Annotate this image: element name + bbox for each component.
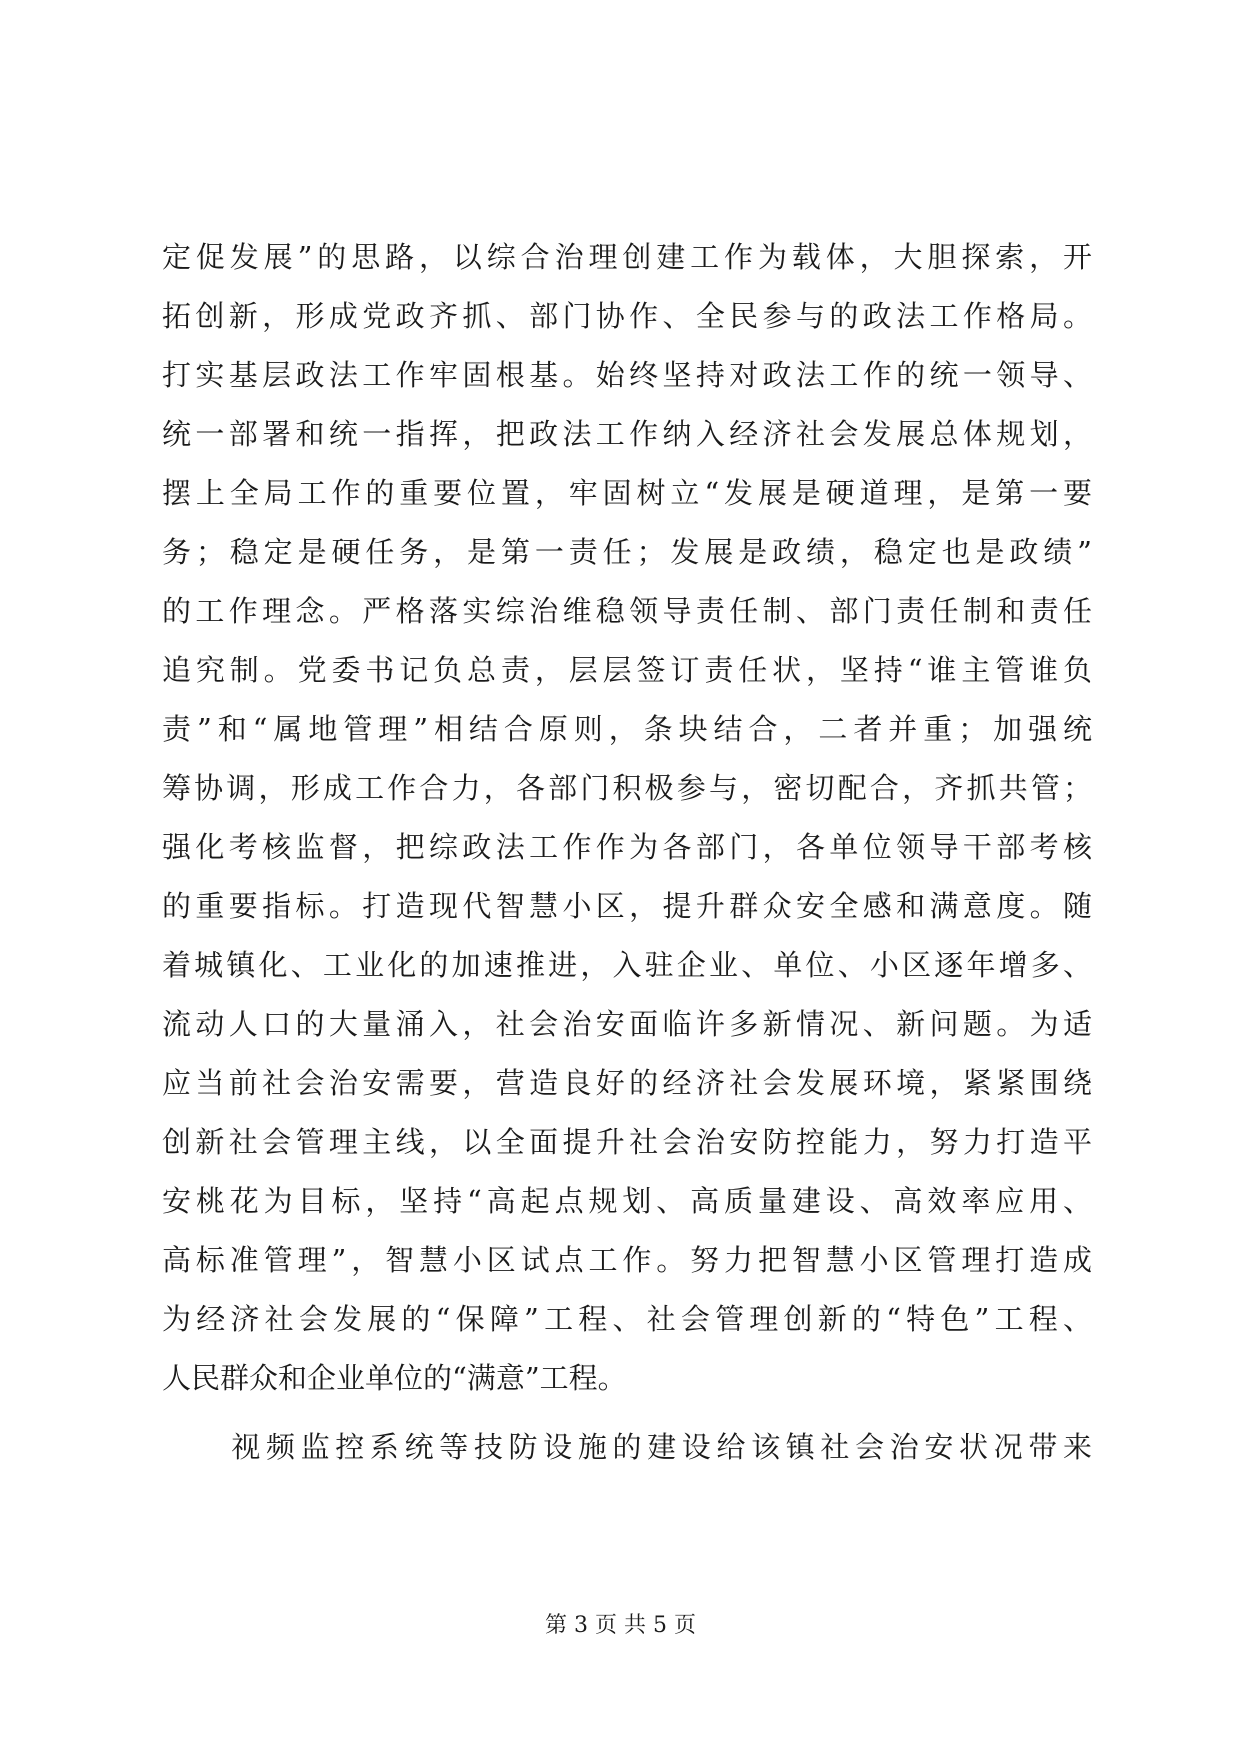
text-line: 责”和“属地管理”相结合原则，条块结合，二者并重；加强统 [162,712,1092,746]
text-line: 着城镇化、工业化的加速推进，入驻企业、单位、小区逐年增多、 [162,948,1092,982]
text-line: 摆上全局工作的重要位置，牢固树立“发展是硬道理，是第一要 [162,476,1092,510]
text-line: 追究制。党委书记负总责，层层签订责任状，坚持“谁主管谁负 [162,653,1092,687]
body-text [162,228,1092,1477]
text-line: 筹协调，形成工作合力，各部门积极参与，密切配合，齐抓共管； [162,771,1092,805]
paragraph-1 [162,228,1092,1408]
paragraph-2 [162,1418,1092,1477]
text-line: 定促发展”的思路，以综合治理创建工作为载体，大胆探索，开 [162,240,1092,274]
text-line: 视频监控系统等技防设施的建设给该镇社会治安状况带来 [162,1430,1092,1464]
text-line: 的工作理念。严格落实综治维稳领导责任制、部门责任制和责任 [162,594,1092,628]
text-line: 的重要指标。打造现代智慧小区，提升群众安全感和满意度。随 [162,889,1092,923]
text-line: 强化考核监督，把综政法工作作为各部门，各单位领导干部考核 [162,830,1092,864]
text-line: 打实基层政法工作牢固根基。始终坚持对政法工作的统一领导、 [162,358,1092,392]
text-line: 统一部署和统一指挥，把政法工作纳入经济社会发展总体规划， [162,417,1092,451]
text-line: 人民群众和企业单位的“满意”工程。 [162,1361,627,1395]
page-footer [0,1612,1241,1640]
paragraph-gap [162,1408,1092,1418]
text-line: 高标准管理”，智慧小区试点工作。努力把智慧小区管理打造成 [162,1243,1092,1277]
text-line: 创新社会管理主线，以全面提升社会治安防控能力，努力打造平 [162,1125,1092,1159]
text-line: 务；稳定是硬任务，是第一责任；发展是政绩，稳定也是政绩” [162,535,1092,569]
text-line: 为经济社会发展的“保障”工程、社会管理创新的“特色”工程、 [162,1302,1092,1336]
text-line: 流动人口的大量涌入，社会治安面临许多新情况、新问题。为适 [162,1007,1092,1041]
text-line: 拓创新，形成党政齐抓、部门协作、全民参与的政法工作格局。 [162,299,1092,333]
page-number: 第 3 页 共 5 页 [545,1613,696,1638]
text-line: 安桃花为目标，坚持“高起点规划、高质量建设、高效率应用、 [162,1184,1092,1218]
text-line: 应当前社会治安需要，营造良好的经济社会发展环境，紧紧围绕 [162,1066,1092,1100]
